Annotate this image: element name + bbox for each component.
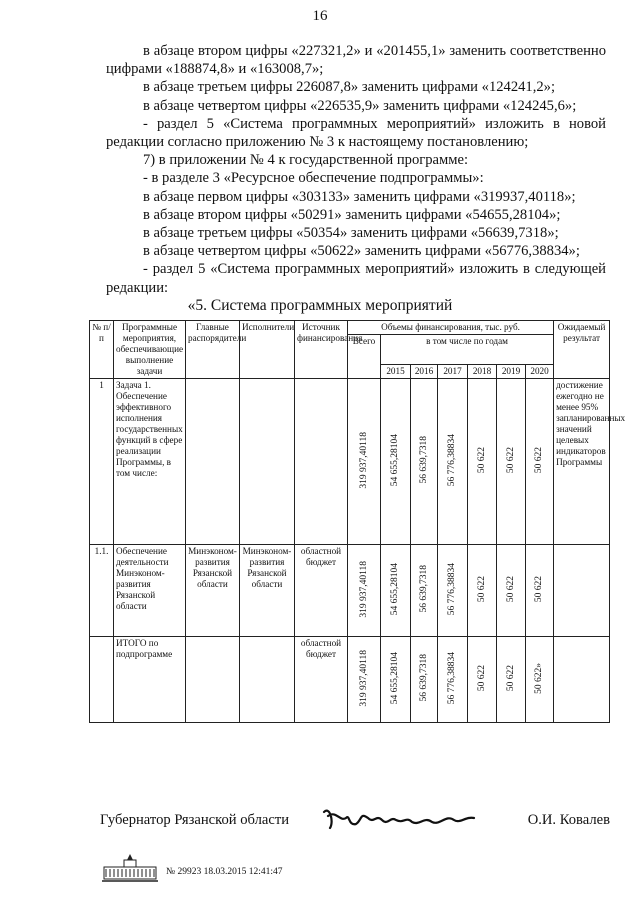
- row-source: областной бюджет: [295, 545, 348, 637]
- page-number: 16: [312, 8, 328, 24]
- paragraph: в абзаце втором цифры «227321,2» и «201455,1» заменить соответственно цифрами «188874,8» и «163008,7»;: [106, 43, 606, 78]
- row-event: Задача 1. Обеспечение эффективного исполнения государственных функций в сфере реализации Программы, в том числе:: [114, 379, 186, 545]
- row-y2015: 54 655,28104: [390, 562, 400, 616]
- header-volumes: Объемы финансирования, тыс. руб.: [348, 321, 554, 335]
- row-y2017: 56 776,38834: [447, 433, 457, 487]
- row-num: 1: [90, 379, 114, 545]
- header-year: 2017: [438, 365, 468, 379]
- section-title: «5. Система программных мероприятий: [187, 297, 453, 314]
- paragraph: в абзаце третьем цифры 226087,8» заменить цифрами «124241,2»;: [143, 79, 556, 96]
- paragraph: - раздел 5 «Система программных мероприятий» изложить в следующей редакции:: [106, 261, 606, 296]
- row-y2020: 50 622»: [534, 662, 545, 694]
- row-result: [554, 545, 610, 637]
- row-num: 1.1.: [90, 545, 114, 637]
- row-total: 319 937,40118: [358, 649, 369, 707]
- header-by-years: в том числе по годам: [381, 335, 554, 365]
- paragraph: в абзаце втором цифры «50291» заменить цифрами «54655,28104»;: [143, 206, 561, 223]
- row-y2016: 56 639,7318: [418, 565, 429, 613]
- row-y2019: 50 622: [505, 575, 516, 603]
- row-total: 319 937,40118: [358, 431, 369, 489]
- row-y2016: 56 639,7318: [418, 654, 429, 702]
- paragraph: 7) в приложении № 4 к государственной программе:: [143, 152, 469, 169]
- row-y2015: 54 655,28104: [390, 433, 400, 487]
- paragraph: в абзаце четвертом цифры «50622» заменить цифрами «56776,38834»;: [143, 243, 580, 260]
- header-year: 2020: [526, 365, 554, 379]
- row-source: [295, 379, 348, 545]
- row-y2019: 50 622: [505, 446, 516, 474]
- row-manager: Минэконом-развития Рязанской области: [186, 545, 240, 637]
- header-year: 2015: [381, 365, 411, 379]
- header-year: 2016: [411, 365, 438, 379]
- table-row: [90, 379, 610, 545]
- paragraph: в абзаце третьем цифры «50354» заменить цифрами «56639,7318»;: [143, 225, 559, 242]
- paragraph: - в разделе 3 «Ресурсное обеспечение подпрограммы»:: [143, 170, 484, 187]
- row-y2015: 54 655,28104: [390, 651, 400, 705]
- governor-position: Губернатор Рязанской области: [100, 812, 290, 828]
- row-executor: Минэконом-развития Рязанской области: [240, 545, 295, 637]
- row-total: 319 937,40118: [358, 560, 369, 618]
- header-year: 2018: [468, 365, 497, 379]
- document-reference: № 29923 18.03.2015 12:41:47: [166, 867, 283, 877]
- row-manager: [186, 379, 240, 545]
- row-y2016: 56 639,7318: [418, 436, 429, 484]
- body-text: [106, 42, 606, 297]
- row-event: Обеспечение деятельности Минэконом-развития Рязанской области: [114, 545, 186, 637]
- row-y2020: 50 622: [534, 446, 545, 474]
- row-source: областной бюджет: [295, 637, 348, 723]
- row-y2019: 50 622: [505, 664, 516, 692]
- row-executor: [240, 637, 295, 723]
- signature-block: [100, 812, 610, 836]
- row-y2017: 56 776,38834: [447, 651, 457, 705]
- building-logo-icon: [100, 852, 160, 884]
- row-y2018: 50 622: [476, 446, 487, 474]
- header-event: Программные мероприятия, обеспечивающие выполнение задачи: [114, 321, 186, 379]
- header-num: № п/п: [90, 321, 114, 379]
- row-event: ИТОГО по подпрограмме: [114, 637, 186, 723]
- governor-name: О.И. Ковалев: [527, 812, 610, 828]
- row-executor: [240, 379, 295, 545]
- header-source: Источник финансирования: [295, 321, 348, 379]
- header-year: 2019: [497, 365, 526, 379]
- header-executors: Исполнители: [240, 321, 295, 379]
- row-y2017: 56 776,38834: [447, 562, 457, 616]
- row-result: достижение ежегодно не менее 95% запланированных значений целевых индикаторов Программы: [554, 379, 610, 545]
- paragraph: в абзаце первом цифры «303133» заменить цифрами «319937,40118»;: [143, 188, 576, 205]
- table-row: [90, 545, 610, 637]
- row-y2018: 50 622: [476, 575, 487, 603]
- header-total: Всего: [348, 335, 381, 379]
- row-manager: [186, 637, 240, 723]
- header-result: Ожидаемый результат: [554, 321, 610, 379]
- paragraph: в абзаце четвертом цифры «226535,9» заменить цифрами «124245,6»;: [143, 97, 577, 114]
- handwritten-signature: [320, 802, 480, 834]
- header-managers: Главные распорядители: [186, 321, 240, 379]
- program-events-table: [89, 320, 626, 723]
- row-result: [554, 637, 610, 723]
- row-num: [90, 637, 114, 723]
- table-row: [90, 637, 610, 723]
- row-y2018: 50 622: [476, 664, 487, 692]
- row-y2020: 50 622: [534, 575, 545, 603]
- paragraph: - раздел 5 «Система программных мероприятий» изложить в новой редакции согласно приложению № 3 к настоящему постановлению;: [106, 115, 606, 151]
